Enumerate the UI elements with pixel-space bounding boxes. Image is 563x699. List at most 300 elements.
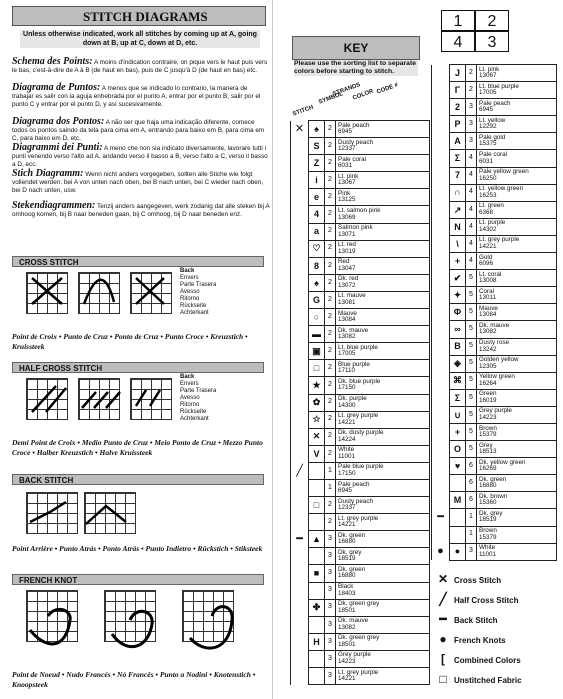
strands-cell: 5 [466, 270, 477, 287]
stitch-type-cell [291, 223, 309, 240]
strands-cell: 2 [325, 394, 336, 411]
color-code: 13125 [338, 196, 356, 204]
strands-cell: 3 [466, 116, 477, 133]
color-code: 6096 [479, 260, 494, 268]
color-name: Golden yellow [479, 356, 519, 364]
strands-cell: 3 [466, 99, 477, 116]
key-row [432, 338, 557, 355]
color-code-cell [477, 458, 557, 475]
key-row [291, 497, 430, 514]
key-row [291, 531, 430, 548]
strands-cell: 5 [466, 372, 477, 389]
lang-german: Stich Diagramm: Wenn nicht anders vorgegeben, sollten alle Stiche wie folgt vollendet werden: bei A von unten nach oben, bei B nach unten, bei C wieder nach oben, bei D nach unten, usw. [12, 168, 264, 194]
symbol-cell [450, 475, 466, 492]
color-code: 14300 [338, 401, 356, 409]
strands-cell: 3 [325, 616, 336, 633]
color-code-cell [477, 201, 557, 218]
key-row [432, 321, 557, 338]
half-cross-strokes [26, 378, 176, 422]
key-row [291, 377, 430, 394]
unstitched-fabric-icon: □ [439, 672, 447, 686]
cross-stitch-names: Point de Croix • Punto de Cruz • Ponto de Cruz • Punto Croce • Kreuzstich • Kruissteek [12, 332, 248, 351]
color-code: 18403 [338, 589, 356, 597]
color-code: 13084 [338, 316, 356, 324]
key-row [432, 133, 557, 150]
color-code: 14302 [479, 225, 497, 233]
key-row [291, 565, 430, 582]
french-knot-names: Point de Noeud • Nudo Francés • Nó Francês • Punto a Nodini • Knotenstich • Knoopsteek [12, 670, 256, 689]
color-name: Grey purple [479, 407, 512, 415]
section-title-french-knot: FRENCH KNOT [12, 574, 264, 585]
stitch-type-cell [291, 497, 309, 514]
color-code-cell [477, 372, 557, 389]
color-name: Lt. blue purple [338, 343, 378, 351]
color-code: 13067 [338, 179, 356, 187]
strands-cell: 3 [325, 633, 336, 650]
stitch-type-cell [432, 526, 450, 543]
color-code-cell [477, 389, 557, 406]
stitch-type-cell [291, 309, 309, 326]
stitch-type-cell [432, 253, 450, 270]
color-code-cell [477, 441, 557, 458]
symbol-cell: ♡ [309, 240, 325, 257]
color-name: Black [338, 583, 354, 591]
color-name: Pale coral [338, 155, 367, 163]
stitch-type-cell [432, 304, 450, 321]
color-name: Dk. green grey [338, 634, 380, 642]
symbol-cell [450, 509, 466, 526]
color-code-cell [336, 582, 430, 599]
symbol-cell: □ [309, 497, 325, 514]
color-name: Dk. green grey [338, 600, 380, 608]
color-name: White [479, 544, 496, 552]
stitch-type-cell: ╱ [291, 462, 309, 479]
key-row [291, 582, 430, 599]
strands-cell: 2 [325, 121, 336, 138]
color-code: 6368 [479, 208, 494, 216]
key-row [432, 116, 557, 133]
strands-cell: 3 [466, 543, 477, 560]
key-row [291, 479, 430, 496]
symbol-cell [450, 526, 466, 543]
color-name: Red [338, 258, 350, 266]
key-row [432, 253, 557, 270]
stitch-type-cell [432, 389, 450, 406]
back-stitch-names: Point Arrière • Punto Atrás • Ponto Atrás • Punto Indietro • Rückstich • Stiksteek [12, 544, 263, 553]
stitch-type-cell [291, 377, 309, 394]
color-code: 17150 [338, 384, 356, 392]
strands-cell: 3 [466, 133, 477, 150]
color-code-cell [477, 304, 557, 321]
color-code: 14223 [479, 413, 497, 421]
page-number-1: 1 [441, 10, 475, 31]
stitch-type-cell [291, 240, 309, 257]
stitch-type-cell [432, 150, 450, 167]
symbol-cell: Σ [450, 389, 466, 406]
color-code-cell [477, 406, 557, 423]
key-row [432, 526, 557, 543]
strands-cell: 1 [325, 462, 336, 479]
key-row [291, 650, 430, 667]
strands-cell: 5 [466, 423, 477, 440]
symbol-cell: ▣ [309, 343, 325, 360]
strands-cell: 1 [325, 479, 336, 496]
strands-cell: 4 [466, 201, 477, 218]
color-code-cell [336, 291, 430, 308]
strands-cell: 6 [466, 492, 477, 509]
strands-cell: 5 [466, 338, 477, 355]
header-color: COLOR [352, 88, 375, 102]
color-code-cell [477, 253, 557, 270]
color-code: 13082 [338, 333, 356, 341]
key-row [291, 223, 430, 240]
symbol-cell: ∩ [450, 184, 466, 201]
color-code-cell [336, 343, 430, 360]
symbol-cell: Z [309, 155, 325, 172]
key-row [291, 548, 430, 565]
color-name: Lt. grey purple [338, 668, 379, 676]
color-code-cell [336, 394, 430, 411]
symbol-cell: i [309, 172, 325, 189]
strands-cell: 2 [466, 82, 477, 99]
color-name: Pale peach [338, 121, 370, 129]
symbol-cell: ✿ [309, 394, 325, 411]
stitch-type-cell [291, 155, 309, 172]
color-name: Mauve [479, 304, 498, 312]
color-code-cell [477, 150, 557, 167]
symbol-cell: + [450, 253, 466, 270]
stitch-type-cell [432, 218, 450, 235]
color-code-cell [336, 257, 430, 274]
strands-cell: 2 [325, 326, 336, 343]
color-code-cell [477, 509, 557, 526]
color-code: 14221 [338, 418, 356, 426]
key-row [291, 172, 430, 189]
color-name: Lt. salmon pink [338, 207, 381, 215]
color-code: 18501 [338, 606, 356, 614]
stitch-type-cell [291, 326, 309, 343]
color-name: Lt. coral [479, 270, 502, 278]
strands-cell: 5 [466, 389, 477, 406]
header-symbol: SYMBOL [318, 91, 345, 106]
key-row [291, 326, 430, 343]
symbol-cell: Σ [450, 150, 466, 167]
color-code: 13082 [338, 623, 356, 631]
stitch-type-cell [432, 65, 450, 82]
symbol-cell: ♥ [450, 458, 466, 475]
key-row [432, 423, 557, 440]
color-code: 18519 [338, 555, 356, 563]
column-divider [272, 0, 273, 699]
color-code-cell [477, 184, 557, 201]
color-code: 16269 [479, 465, 497, 473]
lang-italian: Diagrammi dei Punti: A meno che non sia indicato diversamente, lavorare tutti i punti venendo verso l'alto ad A, andando verso il basso a B, verso l'alto a C, verso il basso a D, ecc. [12, 142, 268, 168]
strands-cell: 3 [325, 531, 336, 548]
color-code: 13011 [479, 294, 497, 302]
color-code: 16253 [479, 191, 497, 199]
color-name: Dk. mauve [479, 321, 510, 329]
color-code: 15379 [479, 533, 497, 541]
color-name: Blue purple [338, 360, 370, 368]
key-row [432, 372, 557, 389]
key-row [432, 355, 557, 372]
stitch-type-cell [291, 411, 309, 428]
color-code-cell [336, 497, 430, 514]
color-name: Lt. grey purple [338, 412, 379, 420]
key-table-left [290, 120, 430, 685]
key-row [291, 309, 430, 326]
stitch-type-cell [432, 99, 450, 116]
color-code-cell [336, 650, 430, 667]
key-row [432, 406, 557, 423]
color-code-cell [336, 155, 430, 172]
stitch-type-cell [432, 235, 450, 252]
color-name: Lt. mauve [338, 292, 366, 300]
color-code-cell [477, 270, 557, 287]
color-code-cell [336, 138, 430, 155]
symbol-cell: ✤ [309, 599, 325, 616]
cross-stitch-strokes [26, 272, 176, 316]
color-code: 17005 [479, 89, 497, 97]
color-code: 17150 [338, 469, 356, 477]
color-name: Dk. red [338, 275, 359, 283]
color-code-cell [477, 475, 557, 492]
strands-cell: 6 [466, 458, 477, 475]
stitch-type-cell [432, 406, 450, 423]
stitch-type-cell [432, 287, 450, 304]
combined-colors-icon: [ [441, 652, 445, 666]
strands-cell: 3 [325, 599, 336, 616]
color-code: 17110 [338, 367, 356, 375]
half-cross-icon: ╱ [439, 592, 447, 606]
strands-cell: 2 [325, 377, 336, 394]
color-code: 12292 [479, 123, 497, 131]
symbol-cell [309, 514, 325, 531]
color-name: Dk. green [479, 475, 507, 483]
stitch-type-cell [291, 668, 309, 685]
color-name: Pale blue purple [338, 463, 384, 471]
strands-cell: 2 [325, 291, 336, 308]
color-code-cell [477, 355, 557, 372]
color-code: 16880 [479, 482, 497, 490]
strands-cell: 5 [466, 321, 477, 338]
color-code: 13069 [338, 213, 356, 221]
key-row [291, 121, 430, 138]
symbol-cell: a [309, 223, 325, 240]
color-code: 13084 [479, 311, 497, 319]
color-code: 14224 [338, 435, 356, 443]
stitch-type-cell [291, 650, 309, 667]
color-code-cell [336, 189, 430, 206]
color-code: 12305 [479, 362, 497, 370]
key-row [291, 274, 430, 291]
stitch-type-cell [291, 582, 309, 599]
strands-cell: 3 [325, 565, 336, 582]
strands-cell: 2 [466, 65, 477, 82]
stitch-type-cell [291, 206, 309, 223]
strands-cell: 2 [325, 206, 336, 223]
strands-cell: 5 [466, 287, 477, 304]
color-code: 6945 [338, 487, 353, 495]
stitch-type-cell [432, 338, 450, 355]
strands-cell: 2 [325, 428, 336, 445]
key-row [432, 441, 557, 458]
color-name: Brown [479, 527, 497, 535]
color-code: 14223 [338, 657, 356, 665]
strands-cell: 4 [466, 184, 477, 201]
half-cross-names: Demi Point de Croix • Medio Punto de Cruz • Meio Ponto de Cruz • Mezzo Punto Croce • Halber Kreuzstich • Halve Kruissteek [12, 438, 263, 457]
color-code: 12337 [338, 504, 356, 512]
stitch-type-cell [291, 274, 309, 291]
symbol-cell: J [450, 65, 466, 82]
key-row [291, 257, 430, 274]
color-name: Dk. green [338, 531, 366, 539]
stitch-type-cell [291, 138, 309, 155]
color-code: 13082 [479, 328, 497, 336]
symbol-cell: 8 [309, 257, 325, 274]
color-code: 13019 [338, 247, 356, 255]
strands-cell: 4 [466, 150, 477, 167]
key-row [291, 599, 430, 616]
color-name: Salmon pink [338, 224, 373, 232]
key-row [291, 445, 430, 462]
legend-cross-stitch: ✕ Cross Stitch [432, 572, 501, 586]
color-name: Pale peach [479, 99, 511, 107]
color-code-cell [336, 668, 430, 685]
color-code: 17005 [338, 350, 356, 358]
color-name: Grey [479, 441, 493, 449]
color-code-cell [336, 411, 430, 428]
strands-cell: 2 [325, 257, 336, 274]
color-code-cell [477, 218, 557, 235]
color-code-cell [336, 377, 430, 394]
stitch-type-cell [291, 428, 309, 445]
color-code-cell [477, 338, 557, 355]
color-code: 15375 [479, 140, 497, 148]
color-name: Dk. grey [338, 548, 362, 556]
color-code: 18513 [479, 448, 497, 456]
strands-cell: 4 [466, 218, 477, 235]
color-code: 15379 [479, 431, 497, 439]
strands-cell: 2 [325, 514, 336, 531]
color-code-cell [336, 274, 430, 291]
strands-cell: 2 [325, 309, 336, 326]
color-name: Lt. pink [338, 172, 359, 180]
color-name: Lt. grey purple [479, 236, 520, 244]
stitch-type-cell: ━ [291, 531, 309, 548]
color-name: Dk. purple [338, 395, 367, 403]
color-code-cell [477, 235, 557, 252]
stitch-type-cell [291, 445, 309, 462]
color-code-cell [477, 526, 557, 543]
key-row [291, 394, 430, 411]
symbol-cell: G [309, 291, 325, 308]
key-row [432, 475, 557, 492]
french-knot-icon: ● [439, 632, 447, 646]
legend-french-knots: ● French Knots [432, 632, 506, 646]
color-name: Lt. purple [479, 219, 506, 227]
color-code: 6031 [338, 162, 353, 170]
key-row [291, 138, 430, 155]
stitch-type-cell [291, 257, 309, 274]
key-row [432, 65, 557, 82]
stitch-type-cell: ━ [432, 509, 450, 526]
strands-cell: 2 [325, 445, 336, 462]
key-row [291, 360, 430, 377]
stitch-type-cell [291, 189, 309, 206]
page-number-2: 2 [475, 10, 509, 31]
color-code: 6945 [479, 106, 494, 114]
key-row [432, 389, 557, 406]
color-name: Gold [479, 253, 493, 261]
stitch-type-cell [432, 116, 450, 133]
page-number-3: 3 [475, 31, 509, 52]
color-name: Pink [338, 189, 351, 197]
key-row [432, 270, 557, 287]
symbol-cell: ☆ [309, 411, 325, 428]
symbol-cell: ✔ [450, 270, 466, 287]
stitch-type-cell [432, 475, 450, 492]
header-code: CODE # [376, 82, 400, 96]
symbol-cell: Γ [450, 82, 466, 99]
color-name: Lt. yellow [479, 116, 506, 124]
color-code-cell [336, 514, 430, 531]
color-code: 13242 [479, 345, 497, 353]
color-code-cell [336, 360, 430, 377]
strands-cell: 6 [466, 475, 477, 492]
strands-cell: 2 [325, 138, 336, 155]
symbol-cell: ⌘ [450, 372, 466, 389]
key-row [432, 304, 557, 321]
color-code-cell [477, 321, 557, 338]
color-name: Coral [479, 287, 495, 295]
key-row [432, 287, 557, 304]
color-code: 15360 [479, 499, 497, 507]
color-code-cell [477, 543, 557, 560]
color-name: Pale peach [338, 480, 370, 488]
stitch-diagrams-title: STITCH DIAGRAMS [12, 6, 266, 26]
strands-cell: 4 [466, 167, 477, 184]
symbol-cell: 4 [309, 206, 325, 223]
color-code: 14221 [479, 242, 497, 250]
key-row [432, 201, 557, 218]
color-code-cell [336, 445, 430, 462]
key-row [432, 218, 557, 235]
lang-dutch: Stekendiagrammen: Tenzij anders aangegeven, werk zodanig dat alle steken bij A omhoog komen, bij B naar beneden gaan, bij C omhoog, bij D naar beneden enz. [12, 200, 270, 218]
symbol-cell: S [309, 138, 325, 155]
color-code-cell [477, 167, 557, 184]
symbol-cell: H [309, 633, 325, 650]
strands-cell: 2 [325, 240, 336, 257]
key-table-right [431, 64, 557, 561]
color-code-cell [336, 206, 430, 223]
color-code: 16019 [479, 396, 497, 404]
legend-combined-colors: [ Combined Colors [432, 652, 521, 666]
strands-cell: 1 [466, 509, 477, 526]
stitch-type-cell [291, 394, 309, 411]
symbol-cell: □ [309, 360, 325, 377]
key-row [291, 189, 430, 206]
color-code-cell [477, 65, 557, 82]
strands-cell: 3 [325, 548, 336, 565]
stitch-type-cell [291, 291, 309, 308]
key-row [432, 150, 557, 167]
color-name: Dk. dusty purple [338, 429, 384, 437]
strands-cell: 2 [325, 189, 336, 206]
key-row [291, 240, 430, 257]
strands-cell: 2 [325, 223, 336, 240]
key-row [432, 509, 557, 526]
